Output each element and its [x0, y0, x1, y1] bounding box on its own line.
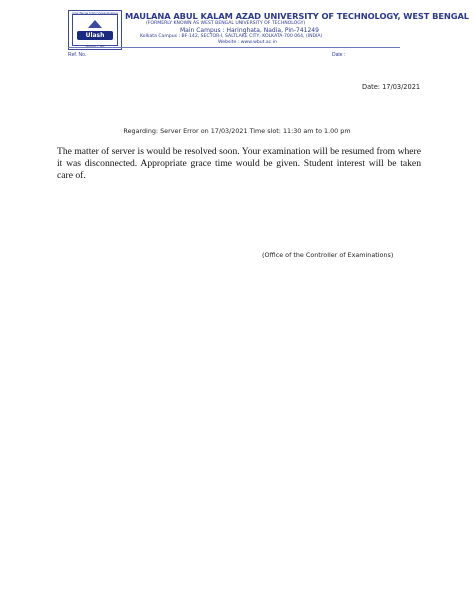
university-logo: [68, 10, 122, 50]
logo-banner: Ulash: [77, 31, 113, 40]
logo-top-text: Uttar Banga Krishi Viswavidyalaya: [72, 12, 118, 15]
letter-body: The matter of server is would be resolved soon. Your examination will be resumed from where it was disconnected. Appropriate grace time would be given. Student interest will be taken care of.: [57, 146, 421, 181]
main-campus-address: Main Campus : Haringhata, Nadia, Pin-741249: [180, 27, 319, 34]
letterhead-date-label: Date :: [332, 52, 346, 58]
logo-frame: [72, 14, 118, 46]
kolkata-campus-address: Kolkata Campus : BF-142, SECTOR-I, SALTLAKE CITY, KOLKATA-700 064, (INDIA): [140, 34, 323, 39]
letter-date: Date: 17/03/2021: [362, 83, 421, 91]
university-name: MAULANA ABUL KALAM AZAD UNIVERSITY OF TECHNOLOGY, WEST BENGAL: [125, 11, 469, 21]
formerly-known-as: (FORMERLY KNOWN AS WEST BENGAL UNIVERSITY OF TECHNOLOGY): [146, 21, 306, 26]
letter-subject: Regarding: Server Error on 17/03/2021 Time slot: 11:30 am to 1.00 pm: [123, 127, 351, 135]
letterhead: [68, 10, 469, 60]
ref-no-label: Ref. No.: [68, 52, 87, 58]
letter-signatory: (Office of the Controller of Examinations): [262, 251, 394, 259]
university-website: Website : www.wbut.ac.in: [218, 39, 277, 45]
logo-emblem-icon: [88, 20, 102, 28]
logo-bottom-text: MAKAUT, WB: [85, 44, 105, 48]
